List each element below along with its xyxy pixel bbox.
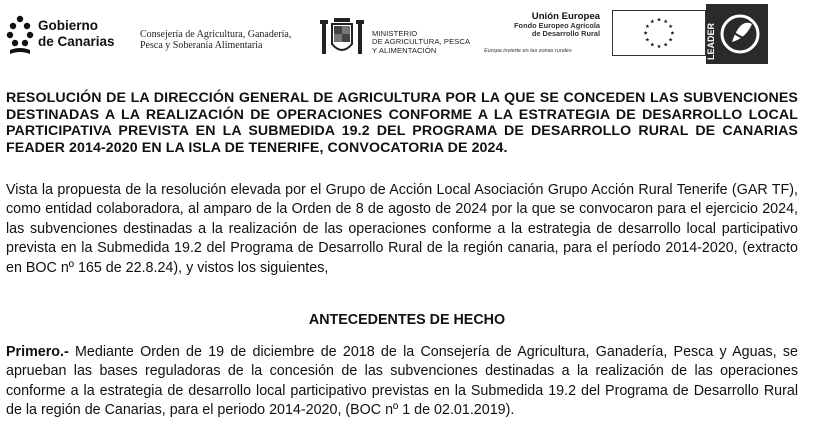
ue-motto: Europa invierte en las zonas rurales — [484, 48, 572, 54]
leader-label: LEADER — [706, 22, 716, 60]
resolution-title: RESOLUCIÓN DE LA DIRECCIÓN GENERAL DE AGRICULTURA POR LA QUE SE CONCEDEN LAS SUBVENCIONES DESTINADAS A LA REALIZACIÓN DE OPERACIONES CONFORME A LA ESTRATEGIA DE DESARROLLO LOCAL PARTICIPATIVA PREVISTA EN LA SUBMEDIDA 19.2 DEL PROGRAMA DE DESARROLLO RURAL DE CANARIAS FEADER 2014-2020 EN LA ISLA DE TENERIFE, CONVOCATORIA DE 2024. — [6, 90, 798, 156]
consejeria-line2: Pesca y Soberanía Alimentaria — [140, 40, 263, 51]
document-header — [0, 0, 814, 66]
gobierno-canarias-logo-text — [38, 18, 115, 50]
gobierno-line1: Gobierno — [38, 18, 98, 33]
ue-subtitle — [514, 22, 600, 38]
ministerio-line3: Y ALIMENTACIÓN — [372, 45, 437, 55]
leader-logo-icon — [706, 4, 768, 64]
consejeria-line1: Consejería de Agricultura, Ganadería, — [140, 29, 292, 40]
primero-text: Mediante Orden de 19 de diciembre de 2018 de la Consejería de Agricultura, Ganadería, Pesca y Aguas, se aprueban las bases reguladoras de la concesión de las subvenciones destinadas a la realización de las operaciones conforme a la estrategia de desarrollo local participativo previstas en la Submedida 19.2 del Programa de Desarrollo Rural de la región de Canarias, para el periodo 2014-2020, (BOC nº 1 de 02.01.2019). — [6, 344, 798, 419]
ue-title: Unión Europea — [531, 11, 600, 22]
gobierno-line2: de Canarias — [38, 34, 115, 49]
union-europea-block — [480, 8, 608, 54]
primero-paragraph — [6, 343, 798, 421]
intro-paragraph: Vista la propuesta de la resolución elevada por el Grupo de Acción Local Asociación Grupo Acción Rural Tenerife (GAR TF), como entidad colaboradora, al amparo de la Orden de 8 de agosto de 2024 por la que se convocaron para el ejercicio 2024, las subvenciones destinadas a la realización de las operaciones conforme a la estrategia de desarrollo local participativo prevista en la Submedida 19.2 del Programa de Desarrollo Rural de la región canaria, para el período 2014-2020, (extracto en BOC nº 165 de 22.8.24), y vistos los siguientes, — [6, 182, 798, 276]
consejeria-text — [140, 29, 291, 51]
section-heading: ANTECEDENTES DE HECHO — [308, 312, 506, 328]
ministerio-text — [372, 30, 470, 55]
spain-coat-of-arms-icon — [318, 14, 366, 62]
ministerio-line2: DE AGRICULTURA, PESCA — [372, 37, 471, 47]
gobierno-canarias-emblem-icon — [6, 14, 34, 58]
primero-label: Primero.- — [6, 344, 69, 360]
eu-flag-icon — [612, 10, 706, 56]
ue-sub-line2: de Desarrollo Rural — [531, 29, 600, 38]
ministerio-line1: MINISTERIO — [372, 29, 418, 38]
ue-sub-line1: Fondo Europeo Agrícola — [514, 21, 600, 30]
